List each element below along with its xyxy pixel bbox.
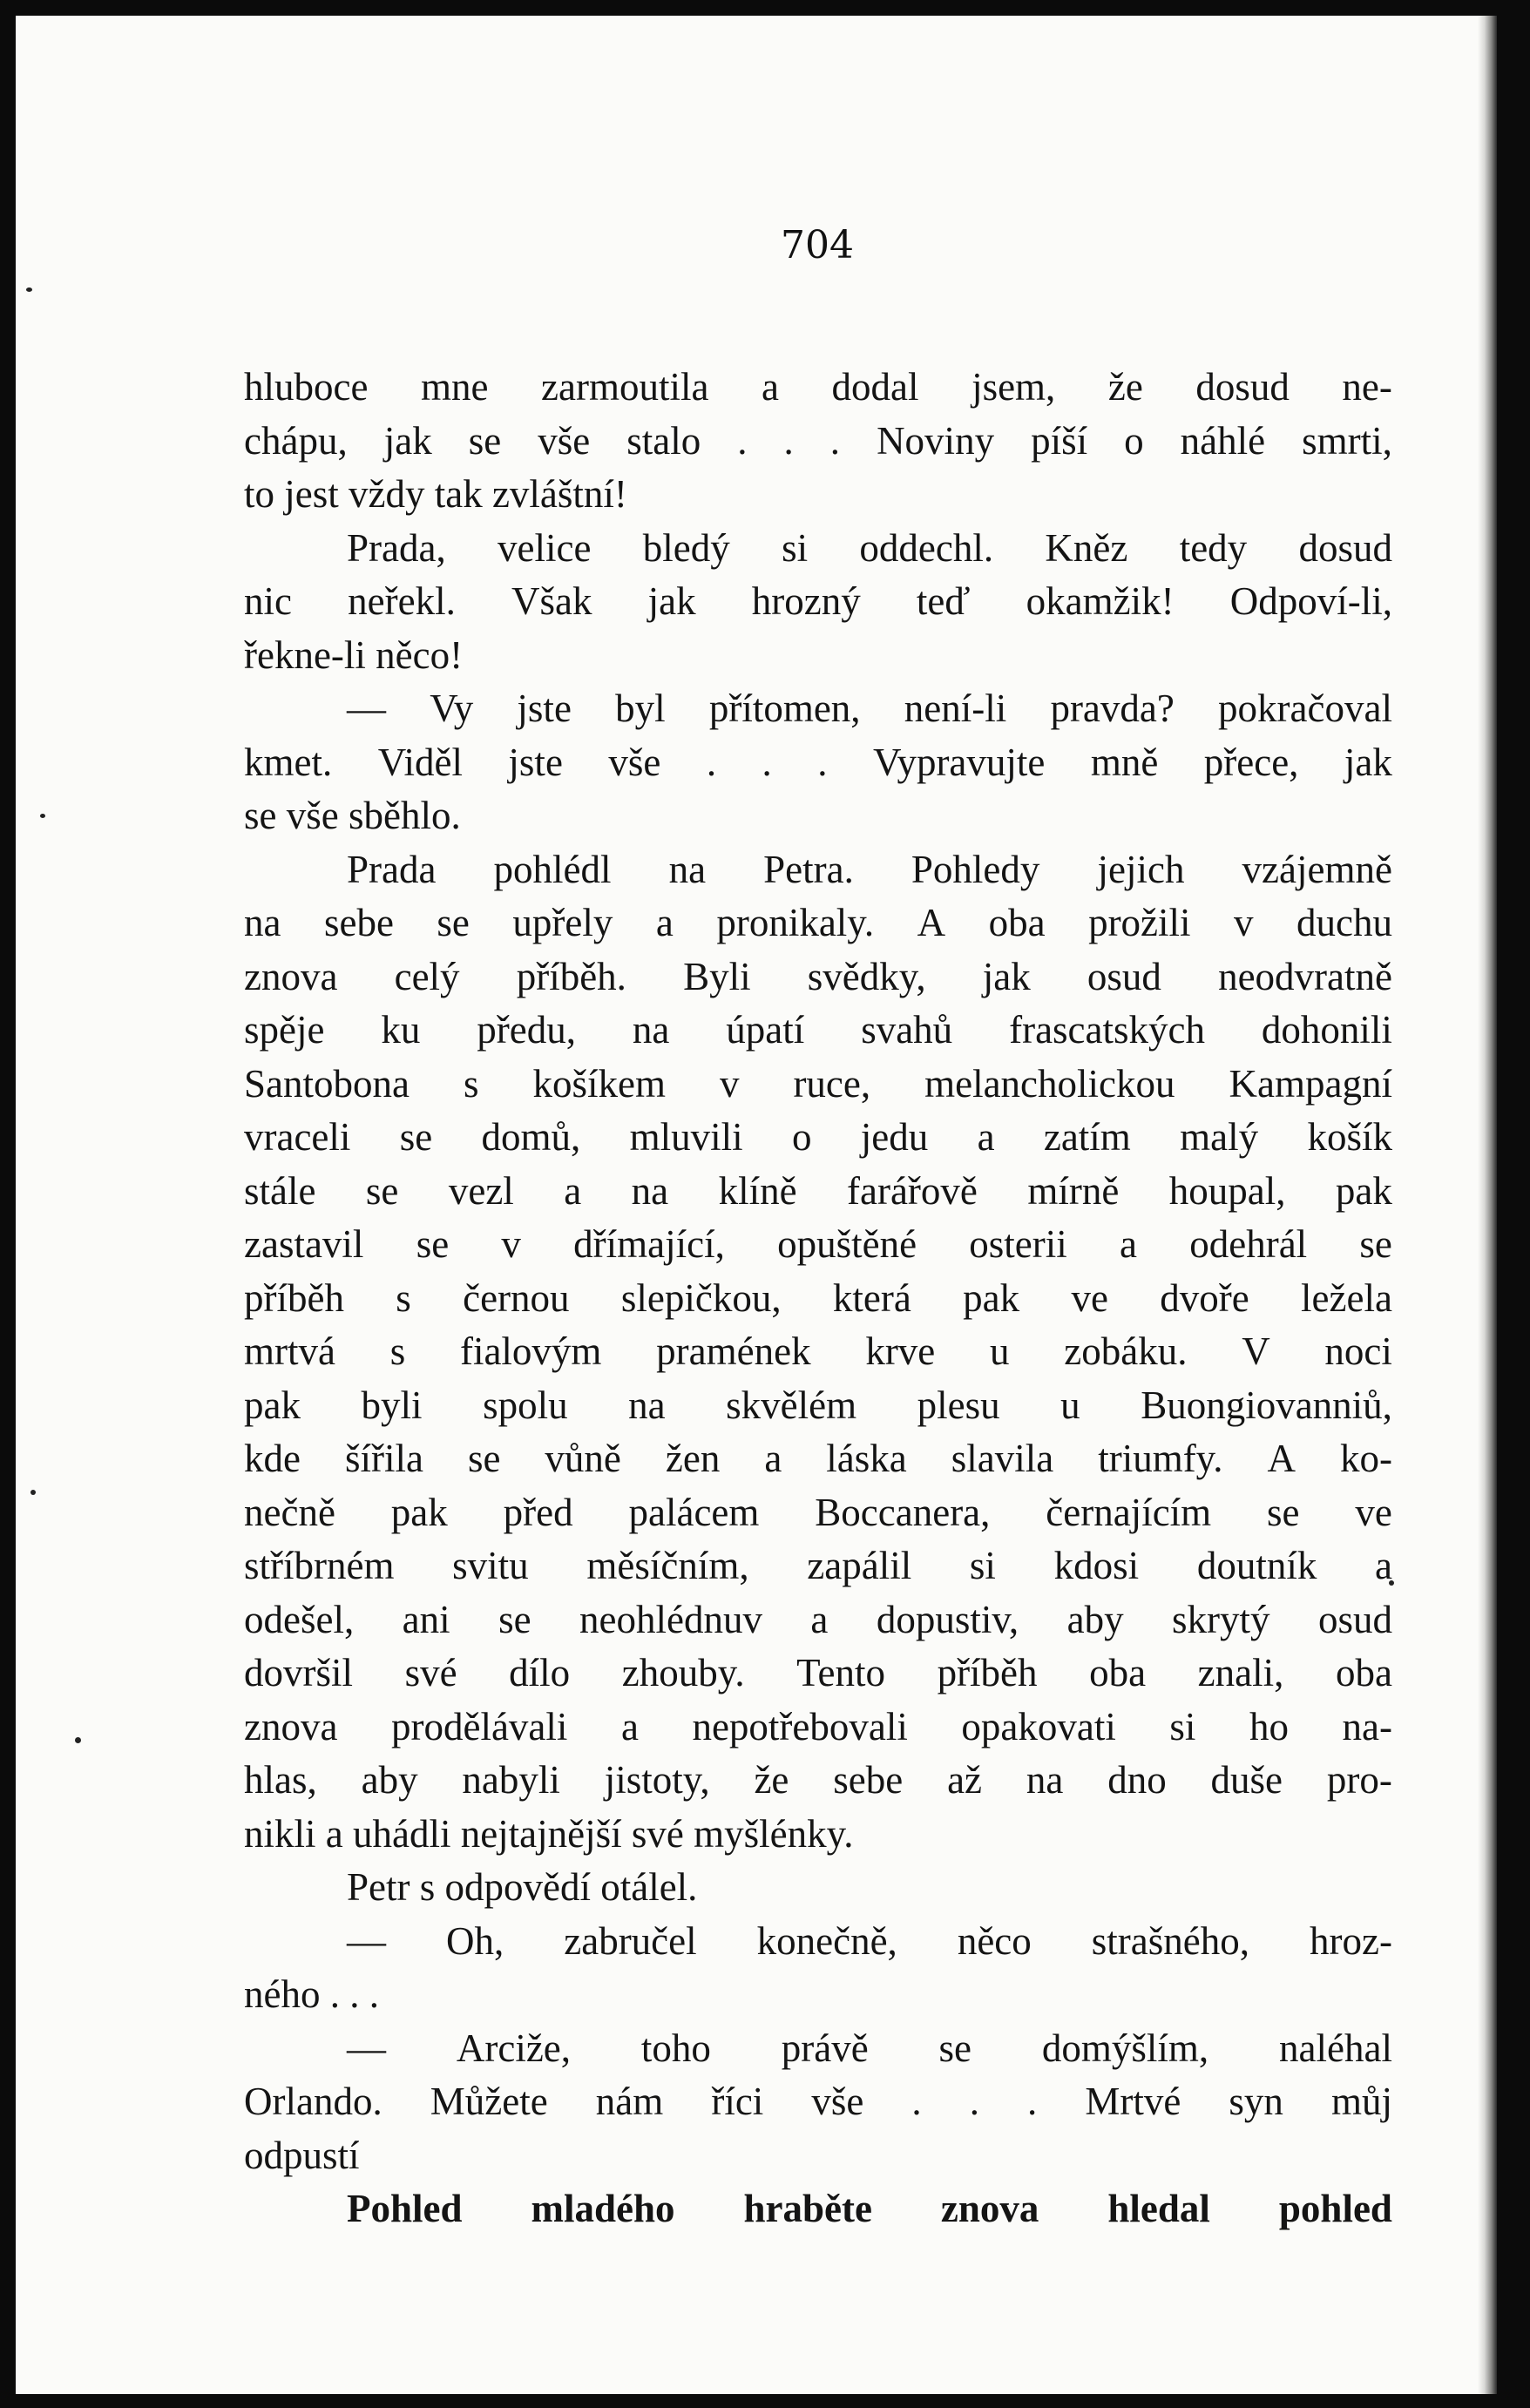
text-line: Prada, velice bledý si oddechl. Kněz tedy dosud	[347, 525, 1392, 570]
text-line: nic neřekl. Však jak hrozný teď okamžik! Odpoví-li,	[244, 579, 1392, 623]
text-line: znova prodělávali a nepotřebovali opakovati si ho na-	[244, 1704, 1392, 1749]
text-line: stříbrném svitu měsíčním, zapálil si kdosi doutník a	[244, 1544, 1392, 1587]
text-line: pak byli spolu na skvělém plesu u Buongiovanniů,	[244, 1383, 1392, 1427]
text-line: dovršil své dílo zhouby. Tento příběh oba znali, oba	[244, 1651, 1392, 1694]
page-edge-shadow	[1478, 16, 1497, 2394]
text-line: to jest vždy tak zvláštní!	[244, 472, 627, 516]
text-line: chápu, jak se vše stalo . . . Noviny píší o náhlé smrti,	[244, 418, 1392, 463]
text-line: zastavil se v dřímající, opuštěné osterii a odehrál se	[244, 1222, 1392, 1266]
text-line: hlas, aby nabyli jistoty, že sebe až na dno duše pro-	[244, 1758, 1392, 1802]
text-line: ného . . .	[244, 1972, 379, 2016]
text-line: — Vy jste byl přítomen, není-li pravda? pokračoval	[347, 687, 1392, 730]
text-line: na sebe se upřely a pronikaly. A oba prožili v duchu	[244, 901, 1392, 944]
stray-mark	[40, 814, 45, 818]
text-line: odešel, ani se neohlédnuv a dopustiv, aby skrytý osud	[244, 1597, 1392, 1641]
text-line: se vše sběhlo.	[244, 794, 461, 837]
stray-mark	[30, 1490, 36, 1495]
body-text	[244, 361, 1392, 2236]
text-line: odpustí	[244, 2133, 360, 2177]
text-line: Pohled mladého hraběte znova hledal pohled	[347, 2187, 1392, 2230]
page-number: 704	[781, 223, 854, 267]
text-line: mrtvá s fialovým pramének krve u zobáku. V noci	[244, 1329, 1392, 1373]
stray-mark	[75, 1737, 81, 1743]
text-line: spěje ku předu, na úpatí svahů frascatských dohonili	[244, 1008, 1392, 1052]
text-line: Petr s odpovědí otálel.	[347, 1865, 698, 1909]
text-line: znova celý příběh. Byli svědky, jak osud neodvratně	[244, 954, 1392, 998]
text-line: kmet. Viděl jste vše . . . Vypravujte mně přece, jak	[244, 740, 1392, 784]
text-line: příběh s černou slepičkou, která pak ve dvoře ležela	[244, 1275, 1392, 1320]
text-line: — Oh, zabručel konečně, něco strašného, hroz-	[347, 1918, 1392, 1963]
text-line: stále se vezl a na klíně farářově mírně houpal, pak	[244, 1168, 1392, 1213]
text-line: — Arciže, toho právě se domýšlím, naléhal	[347, 2026, 1392, 2070]
book-page	[16, 16, 1497, 2394]
text-line: kde šířila se vůně žen a láska slavila triumfy. A ko-	[244, 1437, 1392, 1480]
text-line: nikli a uhádli nejtajnější své myšlénky.	[244, 1811, 854, 1856]
text-line: nečně pak před palácem Boccanera, černajícím se ve	[244, 1490, 1392, 1534]
text-line: řekne-li něco!	[244, 632, 464, 677]
text-line: Prada pohlédl na Petra. Pohledy jejich vzájemně	[347, 847, 1392, 891]
text-line: vraceli se domů, mluvili o jedu a zatím malý košík	[244, 1115, 1392, 1159]
text-line: Santobona s košíkem v ruce, melancholickou Kampagní	[244, 1061, 1392, 1106]
text-line: Orlando. Můžete nám říci vše . . . Mrtvé syn můj	[244, 2080, 1392, 2123]
text-line: hluboce mne zarmoutila a dodal jsem, že dosud ne-	[244, 365, 1392, 409]
stray-mark	[26, 287, 32, 292]
